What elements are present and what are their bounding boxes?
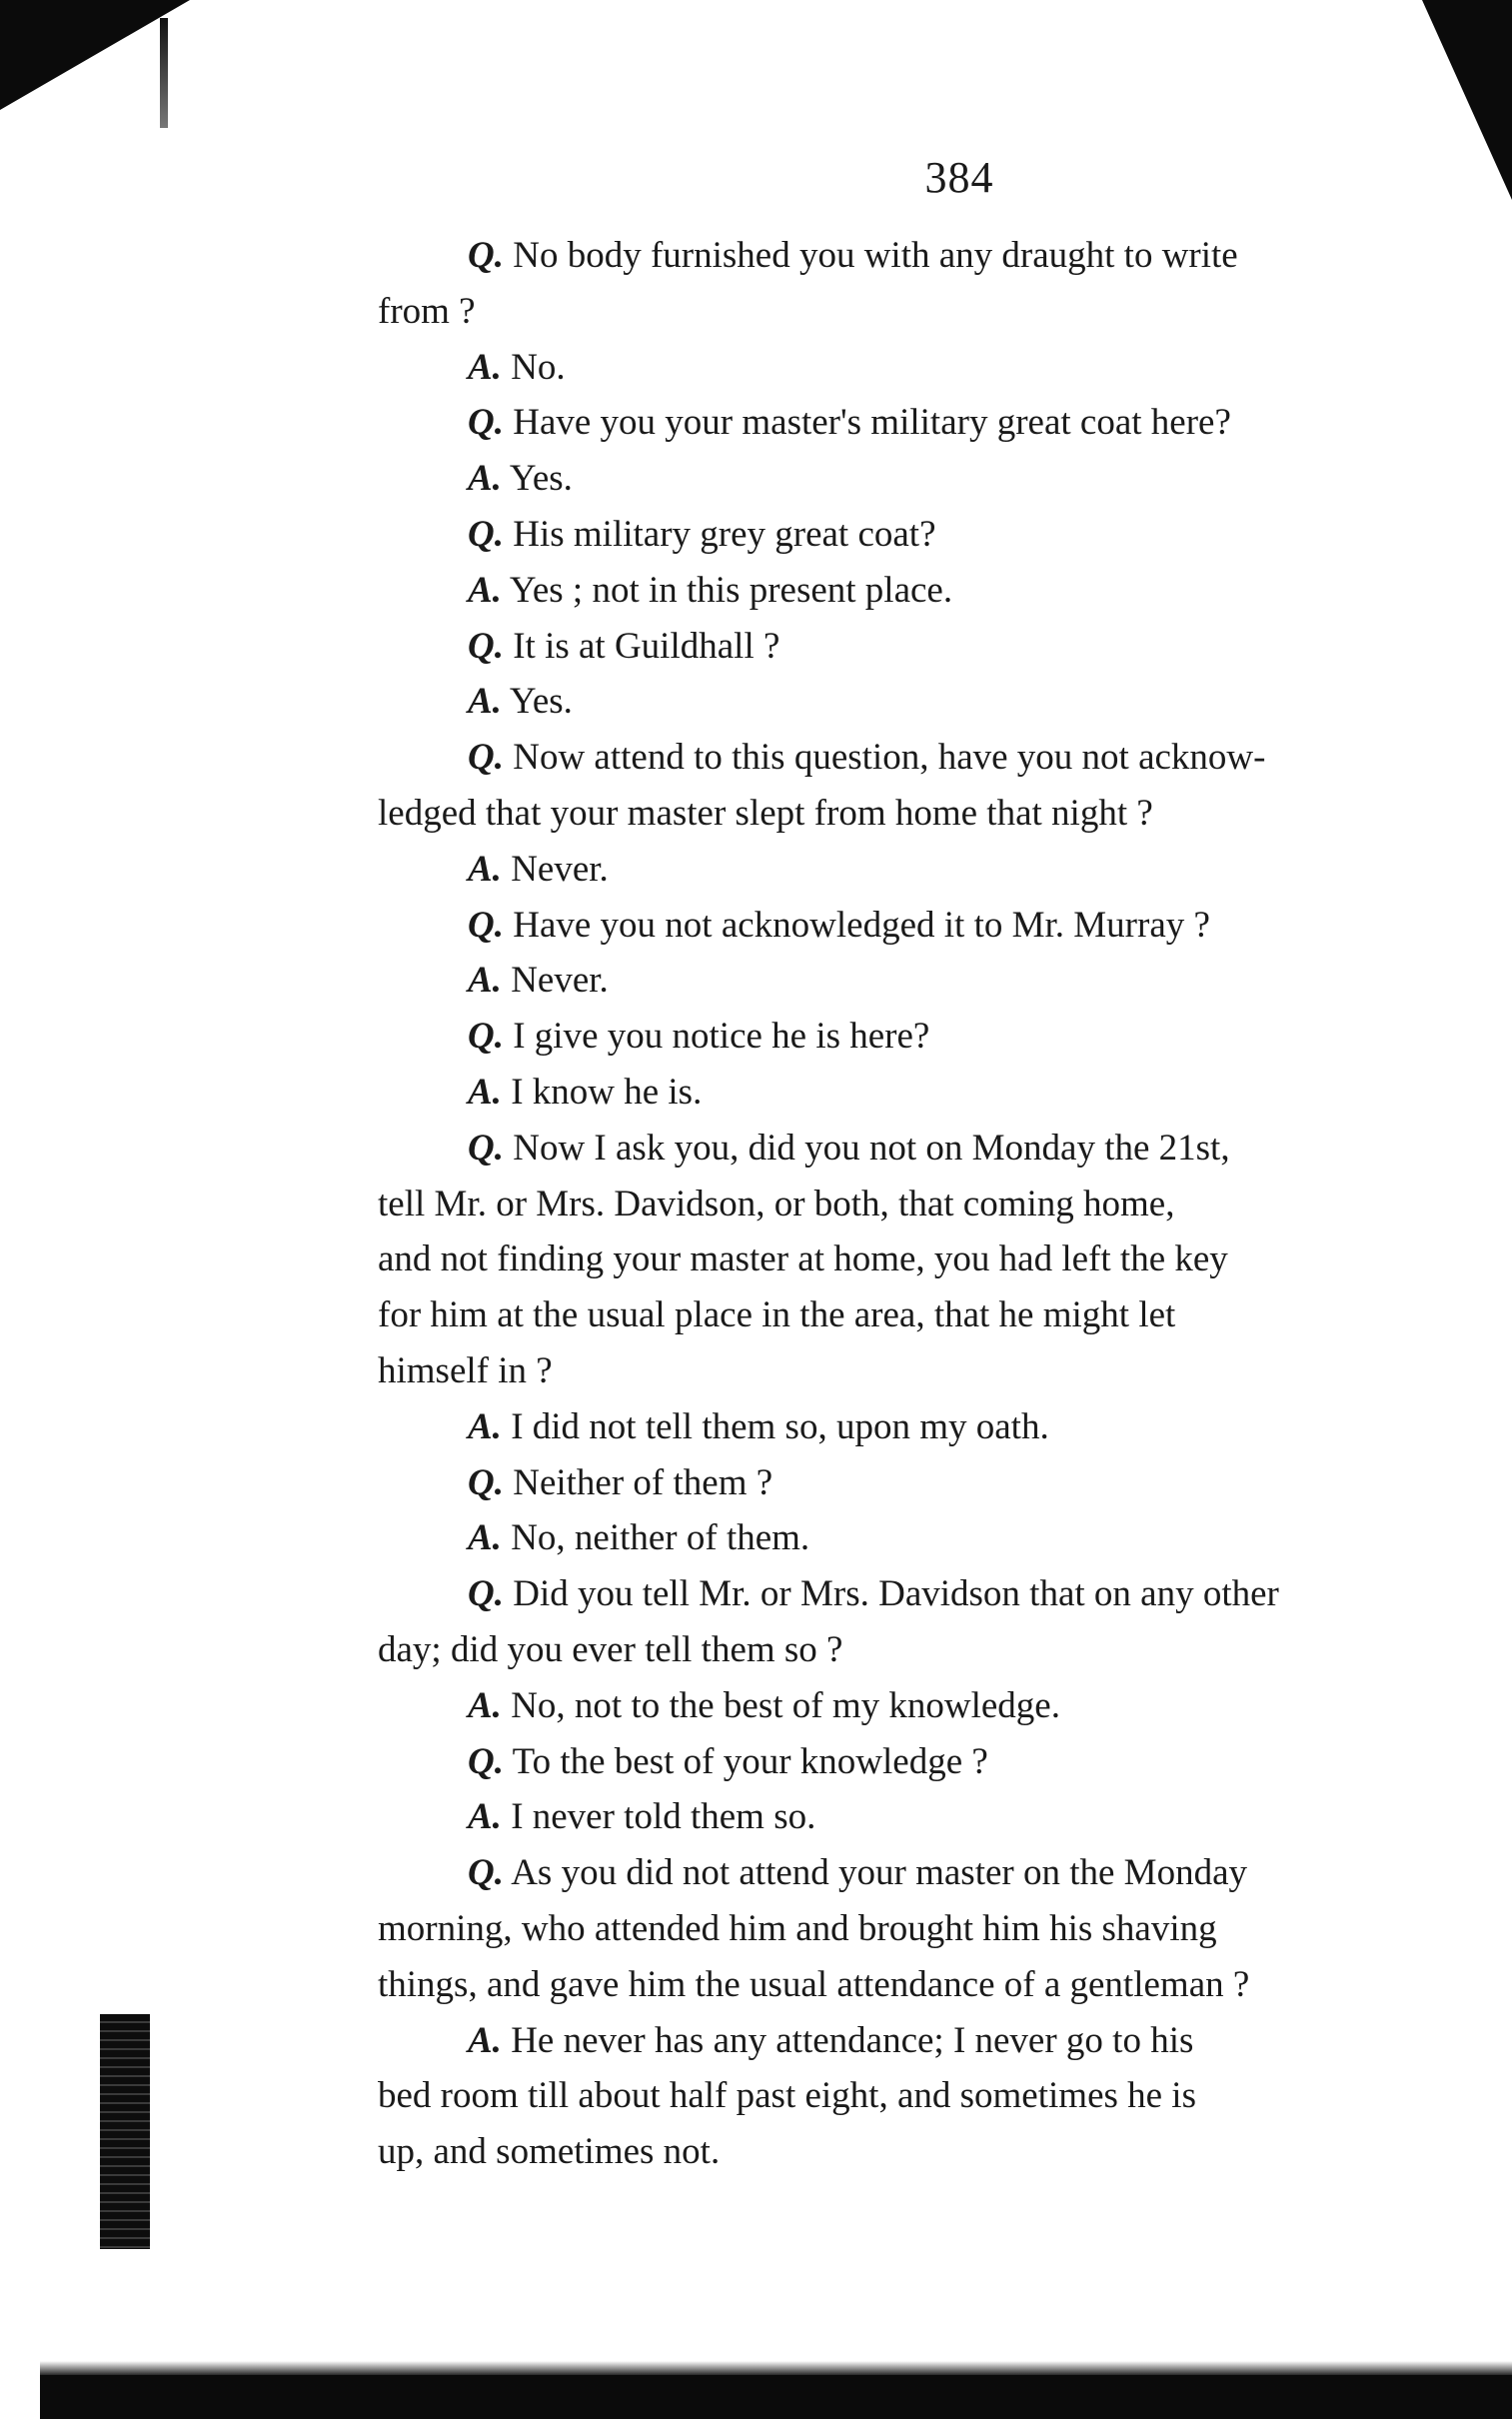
speaker-label: A. [468, 848, 502, 890]
dialogue-continuation-line [378, 1231, 1467, 1287]
speaker-label: A. [468, 1796, 502, 1838]
line-text: Yes. [509, 681, 573, 723]
line-text: himself in ? [378, 1349, 553, 1391]
speaker-label: A. [468, 346, 502, 388]
line-text: for him at the usual place in the area, that he might let [378, 1294, 1176, 1336]
line-text: Neither of them ? [513, 1461, 773, 1503]
speaker-label: A. [468, 681, 502, 723]
dialogue-continuation-line [378, 1177, 1467, 1232]
dialogue-line [428, 563, 1467, 619]
dialogue-line [428, 842, 1467, 898]
dialogue-line [428, 1734, 1467, 1790]
speaker-label: A. [468, 1517, 502, 1559]
line-text: I give you notice he is here? [513, 1016, 930, 1058]
line-text: things, and gave him the usual attendance of a gentleman ? [378, 1963, 1250, 2005]
line-text: I know he is. [511, 1071, 703, 1113]
dialogue-line [428, 1009, 1467, 1065]
speaker-label: A. [468, 2019, 502, 2061]
line-text: Yes ; not in this present place. [509, 569, 953, 611]
speaker-label: Q. [468, 904, 504, 946]
dialogue-line [428, 674, 1467, 730]
line-text: morning, who attended him and brought him his shaving [378, 1907, 1217, 1949]
dialogue-line [428, 730, 1467, 786]
line-text: As you did not attend your master on the Monday [511, 1852, 1248, 1894]
dialogue-continuation-line [378, 2068, 1467, 2124]
dialogue-continuation-line [378, 1287, 1467, 1343]
speaker-label: Q. [468, 737, 504, 779]
dialogue-continuation-line [378, 1622, 1467, 1678]
line-text: up, and sometimes not. [378, 2131, 721, 2173]
speaker-label: A. [468, 1684, 502, 1726]
dialogue-line [428, 953, 1467, 1009]
speaker-label: Q. [468, 1461, 504, 1503]
line-text: Yes. [509, 458, 573, 500]
dialogue-continuation-line [378, 786, 1467, 842]
line-text: I did not tell them so, upon my oath. [511, 1405, 1049, 1447]
speaker-label: Q. [468, 513, 504, 555]
speaker-label: A. [468, 1405, 502, 1447]
dialogue-line [428, 451, 1467, 507]
line-text: To the best of your knowledge ? [512, 1740, 988, 1782]
dialogue-line [428, 395, 1467, 451]
dialogue-continuation-line [378, 1343, 1467, 1399]
speaker-label: A. [468, 960, 502, 1002]
line-text: Have you your master's military great coat here? [513, 402, 1231, 444]
line-text: He never has any attendance; I never go to his [511, 2019, 1194, 2061]
line-text: and not finding your master at home, you had left the key [378, 1238, 1228, 1280]
scan-binding-mark [160, 18, 168, 128]
line-text: ledged that your master slept from home that night ? [378, 792, 1153, 834]
speaker-label: Q. [468, 402, 504, 444]
dialogue-line [428, 507, 1467, 563]
transcript-text [378, 228, 1467, 2180]
dialogue-line [428, 228, 1467, 284]
speaker-label: Q. [468, 235, 504, 276]
line-text: Now attend to this question, have you not acknow- [513, 737, 1266, 779]
line-text: Never. [511, 960, 609, 1002]
line-text: bed room till about half past eight, and sometimes he is [378, 2075, 1196, 2117]
dialogue-continuation-line [378, 1901, 1467, 1957]
dialogue-continuation-line [378, 2124, 1467, 2180]
dialogue-line [428, 1789, 1467, 1845]
dialogue-continuation-line [378, 284, 1467, 340]
speaker-label: Q. [468, 625, 504, 667]
line-text: His military grey great coat? [513, 513, 936, 555]
line-text: Now I ask you, did you not on Monday the 21st, [513, 1127, 1230, 1169]
speaker-label: Q. [468, 1127, 504, 1169]
line-text: day; did you ever tell them so ? [378, 1628, 843, 1670]
line-text: from ? [378, 290, 476, 332]
speaker-label: Q. [468, 1573, 504, 1615]
scan-shadow-top-right [1422, 0, 1512, 200]
line-text: No body furnished you with any draught to write [513, 235, 1238, 276]
line-text: It is at Guildhall ? [513, 625, 780, 667]
dialogue-line [428, 1065, 1467, 1121]
line-text: tell Mr. or Mrs. Davidson, or both, that coming home, [378, 1183, 1175, 1224]
speaker-label: Q. [468, 1852, 504, 1894]
dialogue-line [428, 1121, 1467, 1177]
page-number: 384 [924, 153, 994, 202]
dialogue-line [428, 1399, 1467, 1455]
line-text: I never told them so. [511, 1796, 816, 1838]
line-text: No, not to the best of my knowledge. [511, 1684, 1060, 1726]
speaker-label: A. [468, 569, 502, 611]
speaker-label: A. [468, 1071, 502, 1113]
line-text: No, neither of them. [511, 1517, 810, 1559]
speaker-label: A. [468, 458, 502, 500]
dialogue-line [428, 2013, 1467, 2069]
speaker-label: Q. [468, 1740, 504, 1782]
scan-shadow-bottom [40, 2375, 1512, 2419]
speaker-label: Q. [468, 1016, 504, 1058]
dialogue-line [428, 340, 1467, 396]
line-text: Have you not acknowledged it to Mr. Murray ? [513, 904, 1210, 946]
dialogue-line [428, 1510, 1467, 1566]
line-text: Did you tell Mr. or Mrs. Davidson that on any other [513, 1573, 1279, 1615]
dialogue-line [428, 898, 1467, 954]
line-text: No. [511, 346, 566, 388]
dialogue-line [428, 1455, 1467, 1511]
dialogue-line [428, 1845, 1467, 1901]
dialogue-continuation-line [378, 1957, 1467, 2013]
dialogue-line [428, 1678, 1467, 1734]
line-text: Never. [511, 848, 609, 890]
dialogue-line [428, 619, 1467, 675]
scan-shadow-left-edge [100, 2014, 150, 2249]
dialogue-line [428, 1566, 1467, 1622]
